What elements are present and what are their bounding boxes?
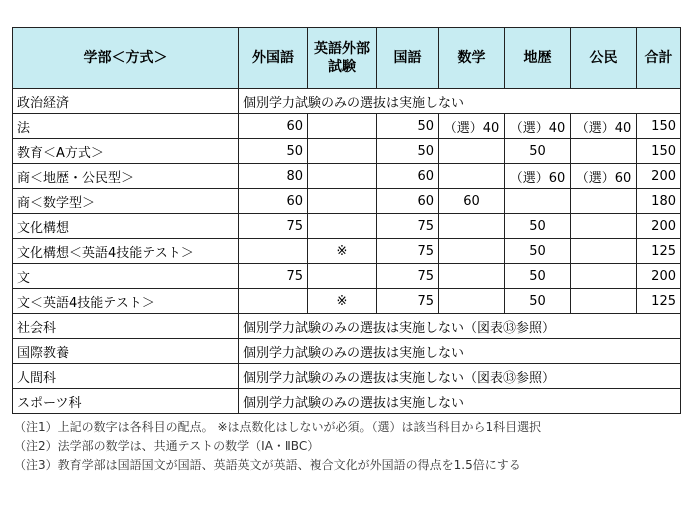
score-cell: [239, 289, 308, 314]
department-cell: 商＜数学型＞: [13, 189, 239, 214]
score-cell: 60: [239, 189, 308, 214]
department-cell: スポーツ科: [13, 389, 239, 414]
score-cell: [439, 264, 505, 289]
header-math: 数学: [439, 28, 505, 89]
table-row: [13, 214, 681, 239]
table-row: [13, 189, 681, 214]
score-allocation-table: [12, 27, 681, 414]
table-row: [13, 314, 681, 339]
score-table-container: [12, 27, 680, 475]
score-cell: [308, 139, 377, 164]
total-cell: 200: [637, 264, 681, 289]
department-cell: 人間科: [13, 364, 239, 389]
department-cell: 文＜英語4技能テスト＞: [13, 289, 239, 314]
total-cell: 125: [637, 239, 681, 264]
footnotes: [12, 418, 680, 475]
table-row: [13, 339, 681, 364]
score-cell: [308, 164, 377, 189]
score-cell: [308, 214, 377, 239]
total-cell: 200: [637, 164, 681, 189]
table-row: [13, 364, 681, 389]
header-row: [13, 28, 681, 89]
score-cell: 75: [377, 214, 439, 239]
score-cell: 50: [377, 114, 439, 139]
table-row: [13, 89, 681, 114]
not-implemented-note: 個別学力試験のみの選抜は実施しない（図表⑬参照）: [239, 314, 681, 339]
total-cell: 200: [637, 214, 681, 239]
not-implemented-note: 個別学力試験のみの選抜は実施しない: [239, 339, 681, 364]
score-cell: 60: [239, 114, 308, 139]
header-department: 学部＜方式＞: [13, 28, 239, 89]
header-geography-history: 地歴: [505, 28, 571, 89]
department-cell: 文: [13, 264, 239, 289]
score-cell: [571, 264, 637, 289]
score-cell: ※: [308, 239, 377, 264]
score-cell: [439, 239, 505, 264]
score-cell: 50: [505, 214, 571, 239]
department-cell: 社会科: [13, 314, 239, 339]
score-cell: 50: [377, 139, 439, 164]
not-implemented-note: 個別学力試験のみの選抜は実施しない: [239, 89, 681, 114]
table-row: [13, 114, 681, 139]
score-cell: [308, 264, 377, 289]
score-cell: （選）60: [571, 164, 637, 189]
department-cell: 教育＜A方式＞: [13, 139, 239, 164]
table-row: [13, 264, 681, 289]
total-cell: 150: [637, 114, 681, 139]
score-cell: （選）60: [505, 164, 571, 189]
score-cell: 50: [505, 289, 571, 314]
score-cell: 50: [505, 264, 571, 289]
score-cell: [571, 214, 637, 239]
score-cell: 60: [377, 189, 439, 214]
score-cell: [439, 164, 505, 189]
table-body: [13, 89, 681, 414]
not-implemented-note: 個別学力試験のみの選抜は実施しない: [239, 389, 681, 414]
header-english-external-test: 英語外部試験: [308, 28, 377, 89]
score-cell: 50: [239, 139, 308, 164]
department-cell: 政治経済: [13, 89, 239, 114]
score-cell: [439, 214, 505, 239]
header-total: 合計: [637, 28, 681, 89]
score-cell: [571, 189, 637, 214]
header-japanese: 国語: [377, 28, 439, 89]
score-cell: 50: [505, 239, 571, 264]
footnote: （注3）教育学部は国語国文が国語、英語英文が英語、複合文化が外国語の得点を1.5倍にする: [14, 458, 521, 472]
department-cell: 文化構想＜英語4技能テスト＞: [13, 239, 239, 264]
score-cell: 75: [239, 264, 308, 289]
score-cell: [505, 189, 571, 214]
table-row: [13, 139, 681, 164]
score-cell: [239, 239, 308, 264]
score-cell: 50: [505, 139, 571, 164]
score-cell: [308, 189, 377, 214]
score-cell: 75: [377, 239, 439, 264]
score-cell: ※: [308, 289, 377, 314]
score-cell: [571, 239, 637, 264]
table-row: [13, 389, 681, 414]
total-cell: 150: [637, 139, 681, 164]
score-cell: （選）40: [505, 114, 571, 139]
score-cell: 75: [239, 214, 308, 239]
header-foreign-language: 外国語: [239, 28, 308, 89]
department-cell: 商＜地歴・公民型＞: [13, 164, 239, 189]
total-cell: 180: [637, 189, 681, 214]
score-cell: [439, 139, 505, 164]
score-cell: [439, 289, 505, 314]
table-row: [13, 239, 681, 264]
not-implemented-note: 個別学力試験のみの選抜は実施しない（図表⑬参照）: [239, 364, 681, 389]
department-cell: 国際教養: [13, 339, 239, 364]
score-cell: （選）40: [571, 114, 637, 139]
score-cell: （選）40: [439, 114, 505, 139]
table-header: [13, 28, 681, 89]
footnote: （注1）上記の数字は各科目の配点。 ※は点数化はしないが必須。（選）は該当科目から1科目選択: [14, 420, 542, 434]
score-cell: 60: [439, 189, 505, 214]
score-cell: 80: [239, 164, 308, 189]
department-cell: 法: [13, 114, 239, 139]
score-cell: [571, 289, 637, 314]
score-cell: 75: [377, 264, 439, 289]
total-cell: 125: [637, 289, 681, 314]
footnote: （注2）法学部の数学は、共通テストの数学（ⅠA・ⅡBC）: [14, 439, 320, 453]
score-cell: [308, 114, 377, 139]
department-cell: 文化構想: [13, 214, 239, 239]
score-cell: 75: [377, 289, 439, 314]
table-row: [13, 164, 681, 189]
table-row: [13, 289, 681, 314]
header-civics: 公民: [571, 28, 637, 89]
score-cell: 60: [377, 164, 439, 189]
score-cell: [571, 139, 637, 164]
